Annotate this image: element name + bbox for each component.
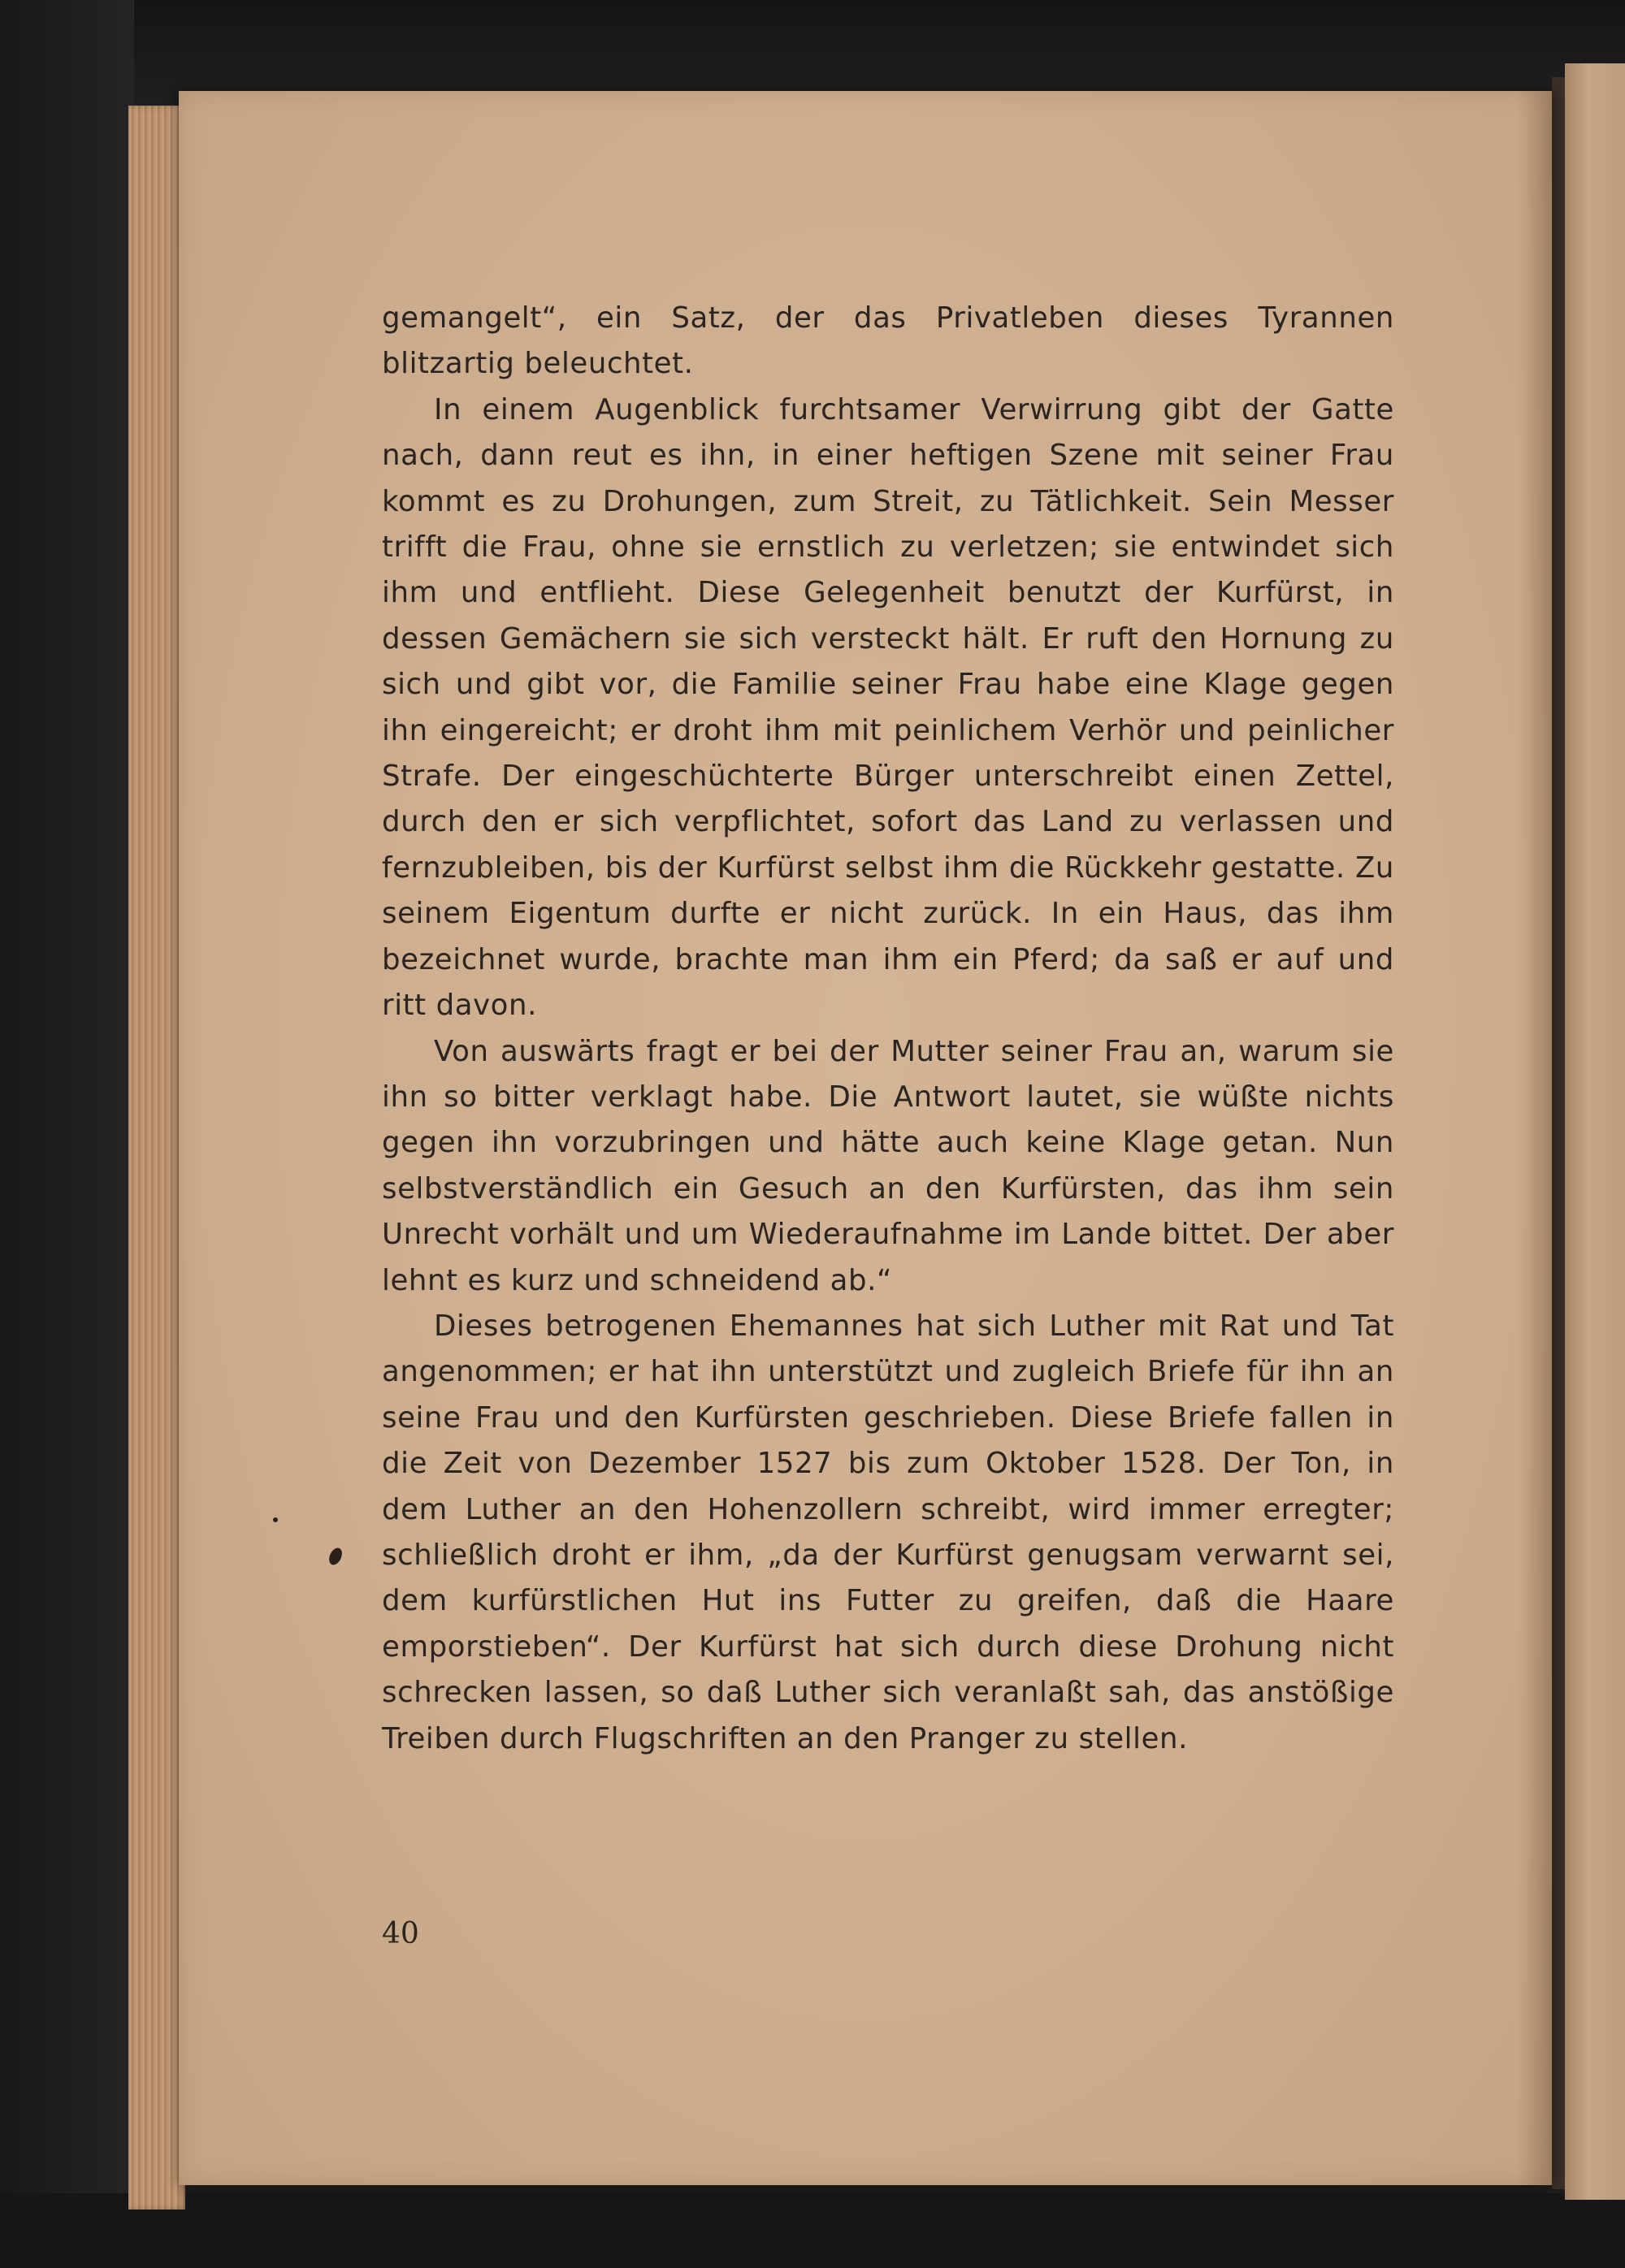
page-number: 40: [382, 1917, 419, 1950]
paragraph: Dieses betrogenen Ehemannes hat sich Luther mit Rat und Tat angenommen; er hat ihn unterstützt und zugleich Briefe für ihn an seine Frau und den Kurfürsten geschrieben. Diese Briefe fallen in die Zeit von Dezember 1527 bis zum Oktober 1528. Der Ton, in dem Luther an den Hohenzollern schreibt, wird immer erregter; schließlich droht er ihm, „da der Kurfürst genugsam verwarnt sei, dem kurfürstlichen Hut ins Futter zu greifen, daß die Haare emporstieben“. Der Kurfürst hat sich durch diese Drohung nicht schrecken lassen, so daß Luther sich veranlaßt sah, das anstößige Treiben durch Flugschriften an den Pranger zu stellen.: [382, 1309, 1394, 1755]
paragraph-continuation: gemangelt“, ein Satz, der das Privatleben dieses Tyrannen blitzartig beleuchtet.: [382, 301, 1394, 381]
book-gutter: [1552, 77, 1565, 2189]
dark-backdrop-top: [0, 0, 1625, 106]
page-stack-edge: [128, 106, 185, 2210]
paragraph: Von auswärts fragt er bei der Mutter seiner Frau an, warum sie ihn so bitter verklagt habe. Die Antwort lautet, sie wüßte nichts gegen ihn vorzubringen und hätte auch keine Klage getan. Nun selbstverständlich ein Gesuch an den Kurfürsten, das ihm sein Unrecht vorhält und um Wiederaufnahme im Lande bittet. Der aber lehnt es kurz und schneidend ab.“: [382, 1034, 1394, 1297]
dark-backdrop-left: [0, 0, 134, 2268]
page-text: [382, 296, 1394, 1762]
dark-backdrop-bottom: [0, 2193, 1625, 2268]
paragraph: In einem Augenblick furchtsamer Verwirrung gibt der Gatte nach, dann reut es ihn, in einer heftigen Szene mit seiner Frau kommt es zu Drohungen, zum Streit, zu Tätlichkeit. Sein Messer trifft die Frau, ohne sie ernstlich zu verletzen; sie entwindet sich ihm und entflieht. Diese Gelegenheit benutzt der Kurfürst, in dessen Gemächern sie sich versteckt hält. Er ruft den Hornung zu sich und gibt vor, die Familie seiner Frau habe eine Klage gegen ihn eingereicht; er droht ihm mit peinlichem Verhör und peinlicher Strafe. Der eingeschüchterte Bürger unterschreibt einen Zettel, durch den er sich verpflichtet, sofort das Land zu verlassen und fernzubleiben, bis der Kurfürst selbst ihm die Rückkehr gestatte. Zu seinem Eigentum durfte er nicht zurück. In ein Haus, das ihm bezeichnet wurde, brachte man ihm ein Pferd; da saß er auf und ritt davon.: [382, 392, 1394, 1023]
gutter-shadow: [1518, 91, 1552, 2185]
facing-page-edge: [1565, 63, 1625, 2200]
ink-speck: [273, 1517, 278, 1522]
